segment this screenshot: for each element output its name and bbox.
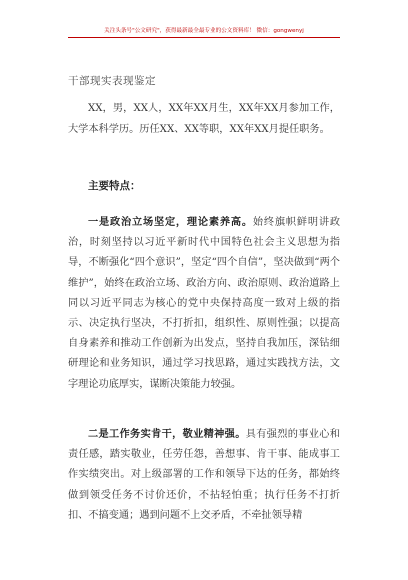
point-lead-2: 二是工作务实肯干，敬业精神强。	[88, 428, 246, 440]
point-lead-1: 一是政治立场坚定，理论素养高。	[88, 216, 253, 228]
document-title: 干部现实表现鉴定	[68, 75, 156, 87]
header-banner: 关注头条号"公文研究"，获得最新最全最专业的公文资料库！ 微信：gongwenyj	[68, 26, 340, 38]
point-paragraph-1	[68, 212, 340, 395]
point-body-2: 具有强烈的事业心和责任感，踏实敬业，任劳任怨，善想事、肯干事、能成事工作实绩突出。对上级部署的工作和领导下达的任务，都始终做到领受任务不讨价还价，不拈轻怕重；执行任务不打折扣、不搞变通；遇到问题不上交矛盾，不牵扯领导精	[68, 429, 340, 521]
point-body-1: 始终旗帜鲜明讲政治，时刻坚持以习近平新时代中国特色社会主义思想为指导，不断强化“四个意识”，坚定“四个自信”，坚决做到“两个维护”，始终在政治立场、政治方向、政治原则、政治道路上同以习近平同志为核心的党中央保持高度一致对上级的指示、决定执行坚决，不打折扣，组织性、原则性强；以提高自身素养和推动工作创新为出发点，坚持自我加压，深钻细研理论和业务知识，通过学习找思路，通过实践找方法，文字理论功底厚实，谋断决策能力较强。	[68, 217, 341, 390]
point-paragraph-2	[68, 424, 340, 526]
intro-paragraph: XX，男，XX人，XX年XX月生，XX年XX月参加工作，大学本科学历。历任XX、XX等职，XX年XX月提任职务。	[68, 103, 340, 135]
section-heading: 主要特点：	[88, 180, 141, 192]
